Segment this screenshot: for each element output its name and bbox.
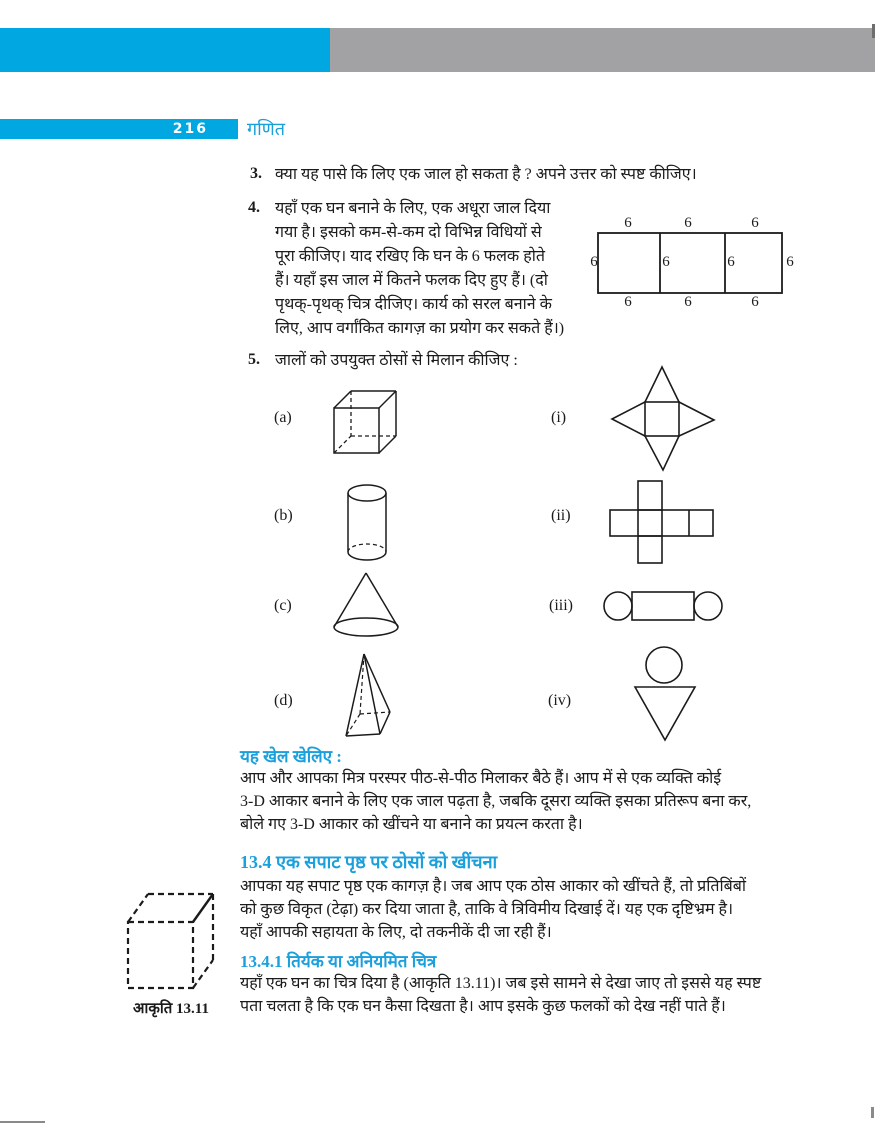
q4-line: लिए, आप वर्गांकित कागज़ का प्रयोग कर सकते हैं।) [275, 320, 565, 337]
section-13-4-1-line: यहाँ एक घन का चित्र दिया है (आकृति 13.11)। जब इसे सामने से देखा जाए तो इससे यह स्पष्ट [240, 975, 762, 992]
section-13-4-line: आपका यह सपाट पृष्ठ एक कागज़ है। जब आप एक ठोस आकार को खींचते हैं, तो प्रतिबिंबों [240, 878, 747, 895]
net-edge-label: 6 [590, 254, 598, 270]
q5-text: जालों को उपयुक्त ठोसों से मिलान कीजिए : [275, 352, 518, 369]
section-13-4-heading: 13.4 एक सपाट पृष्ठ पर ठोसों को खींचना [240, 852, 498, 872]
q3-number: 3. [250, 165, 262, 182]
section-13-4-1-line: पता चलता है कि एक घन कैसा दिखता है। आप इसके कुछ फलकों को देख नहीं पाते हैं। [240, 998, 726, 1015]
game-heading: यह खेल खेलिए : [240, 747, 342, 766]
net-iv-label: (iv) [548, 692, 572, 709]
q3-text: क्या यह पासे कि लिए एक जाल हो सकता है ? अपने उत्तर को स्पष्ट कीजिए। [275, 166, 697, 183]
q4-line: यहाँ एक घन बनाने के लिए, एक अधूरा जाल दिया [275, 200, 551, 217]
net-edge-label: 6 [662, 254, 670, 270]
q4-line: हैं। यहाँ इस जाल में कितने फलक दिए हुए हैं। (दो [275, 272, 548, 289]
figure-13-11-dashed-cube [116, 886, 218, 998]
square-pyramid-net-figure [605, 360, 719, 474]
net-edge-label: 6 [684, 294, 692, 310]
page-number-band [0, 119, 238, 139]
section-13-4-line: को कुछ विकृत (टेढ़ा) कर दिया जाता है, ताकि वे त्रिविमीय दिखाई दें। यह एक दृष्टिभ्रम है। [240, 901, 734, 918]
net-edge-label: 6 [751, 215, 759, 231]
cone-3d-figure [330, 570, 402, 638]
section-13-4-1-heading: 13.4.1 तिर्यक या अनियमित चित्र [240, 952, 437, 971]
cylinder-3d-figure [344, 482, 390, 566]
q5-number: 5. [248, 351, 260, 368]
pyramid-3d-figure [340, 650, 396, 740]
q4-line: गया है। इसको कम-से-कम दो विभिन्न विधियों से [275, 224, 542, 241]
game-line: बोले गए 3-D आकार को खींचने या बनाने का प्रयत्न करता है। [240, 816, 583, 833]
q4-line: पूरा कीजिए। याद रखिए कि घन के 6 फलक होते [275, 248, 545, 265]
net-iii-label: (iii) [549, 597, 573, 614]
solid-b-label: (b) [274, 507, 293, 524]
game-line: 3-D आकार बनाने के लिए एक जाल पढ़ता है, जबकि दूसरा व्यक्ति इसका प्रतिरूप बना कर, [240, 793, 752, 810]
net-edge-label: 6 [786, 254, 794, 270]
q4-line: पृथक्-पृथक् चित्र दीजिए। कार्य को सरल बनाने के [275, 296, 552, 313]
net-edge-label: 6 [624, 294, 632, 310]
net-edge-label: 6 [751, 294, 759, 310]
section-13-4-line: यहाँ आपकी सहायता के लिए, दो तकनीकें दी जा रही हैं। [240, 924, 552, 941]
net-edge-label: 6 [727, 254, 735, 270]
incomplete-net-drawing [588, 231, 788, 297]
net-ii-label: (ii) [551, 507, 571, 524]
net-i-label: (i) [551, 409, 567, 426]
game-line: आप और आपका मित्र परस्पर पीठ-से-पीठ मिलाकर बैठे हैं। आप में से एक व्यक्ति कोई [240, 770, 722, 787]
solid-c-label: (c) [274, 597, 292, 614]
page-number: 216 [172, 121, 208, 137]
cube-net-figure [608, 480, 716, 565]
scan-artifact-tick [871, 1107, 874, 1118]
cone-net-figure [628, 645, 702, 743]
top-decorative-blue-bar [0, 28, 330, 72]
top-decorative-gray-bar [330, 28, 875, 72]
figure-13-11-caption: आकृति 13.11 [133, 1001, 209, 1017]
scan-artifact-line [0, 1121, 45, 1123]
net-edge-label: 6 [684, 215, 692, 231]
cylinder-net-figure [600, 589, 726, 625]
incomplete-cube-net-figure [588, 214, 798, 314]
cube-3d-figure [326, 381, 404, 463]
solid-d-label: (d) [274, 692, 293, 709]
q4-number: 4. [248, 199, 260, 216]
solid-a-label: (a) [274, 409, 292, 426]
net-edge-label: 6 [624, 215, 632, 231]
running-head-subject: गणित [247, 119, 286, 139]
